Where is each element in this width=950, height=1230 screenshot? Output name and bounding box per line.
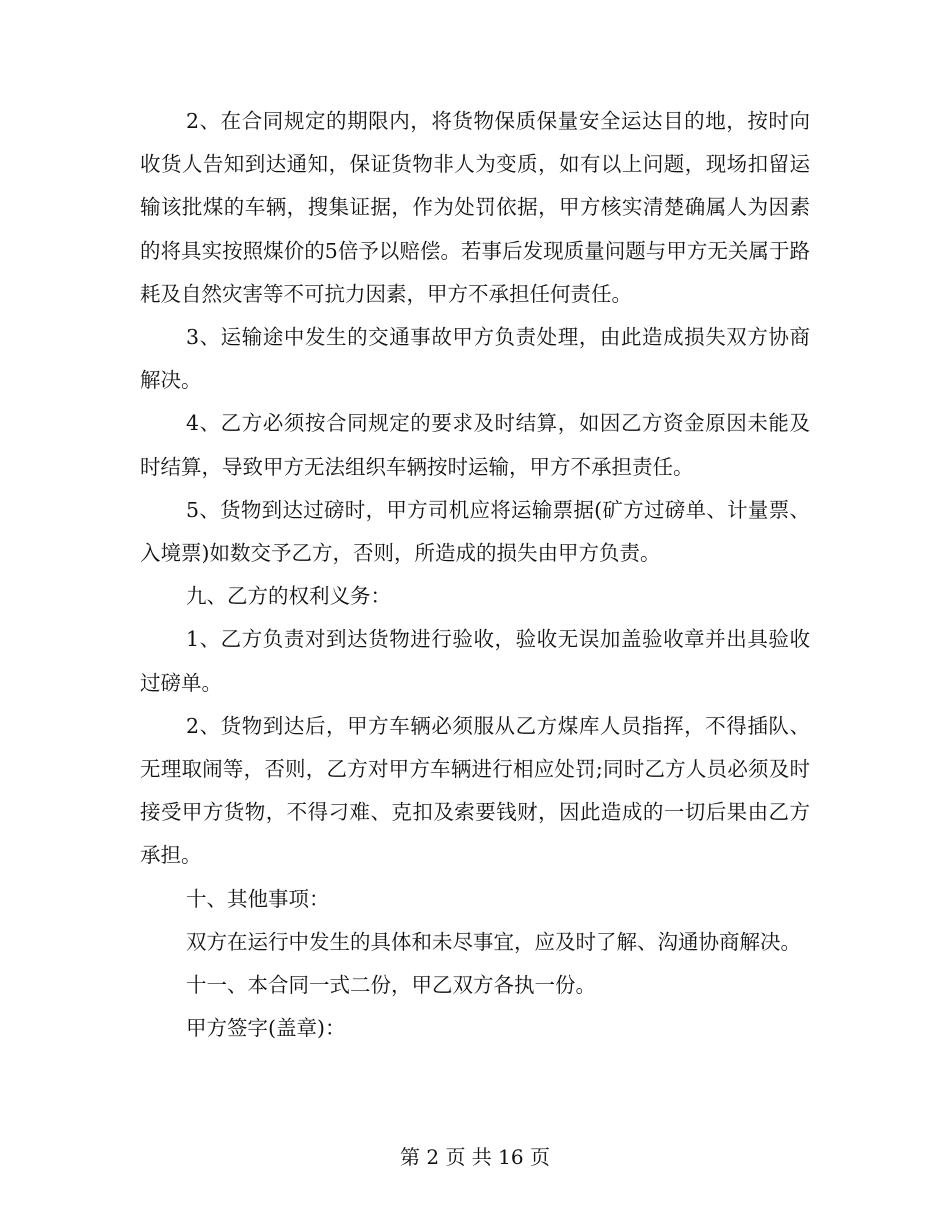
section-heading: 九、乙方的权利义务： (186, 584, 391, 609)
signature-line: 甲方签字(盖章)： (186, 1016, 346, 1041)
page-number-footer: 第 2 页 共 16 页 (400, 1145, 550, 1169)
clause-paragraph: 2、在合同规定的期限内，将货物保质保量安全运达目的地，按时向收货人告知到达通知，保证货物非人为变质，如有以上问题，现场扣留运输该批煤的车辆，搜集证据，作为处罚依据，甲方核实清楚确属人为因素的将具实按照煤价的5倍予以赔偿。若事后发现质量问题与甲方无关属于路耗及自然灾害等不可抗力因素，甲方不承担任何责任。 (140, 109, 810, 306)
clause-paragraph: 2、货物到达后，甲方车辆必须服从乙方煤库人员指挥，不得插队、无理取闹等，否则，乙方对甲方车辆进行相应处罚;同时乙方人员必须及时接受甲方货物，不得刁难、克扣及索要钱财，因此造成的一切后果由乙方承担。 (140, 713, 810, 868)
clause-paragraph: 5、货物到达过磅时，甲方司机应将运输票据(矿方过磅单、计量票、入境票)如数交予乙方，否则，所造成的损失由甲方负责。 (140, 497, 810, 566)
clause-paragraph: 1、乙方负责对到达货物进行验收，验收无误加盖验收章并出具验收过磅单。 (140, 627, 810, 695)
section-heading: 十一、本合同一式二份，甲乙双方各执一份。 (186, 973, 596, 998)
clause-paragraph: 双方在运行中发生的具体和未尽事宜，应及时了解、沟通协商解决。 (186, 929, 801, 954)
clause-paragraph: 3、运输途中发生的交通事故甲方负责处理，由此造成损失双方协商解决。 (140, 325, 810, 393)
section-heading: 十、其他事项： (186, 886, 330, 911)
clause-paragraph: 4、乙方必须按合同规定的要求及时结算，如因乙方资金原因未能及时结算，导致甲方无法组织车辆按时运输，甲方不承担责任。 (140, 411, 810, 479)
document-body (140, 100, 810, 1050)
